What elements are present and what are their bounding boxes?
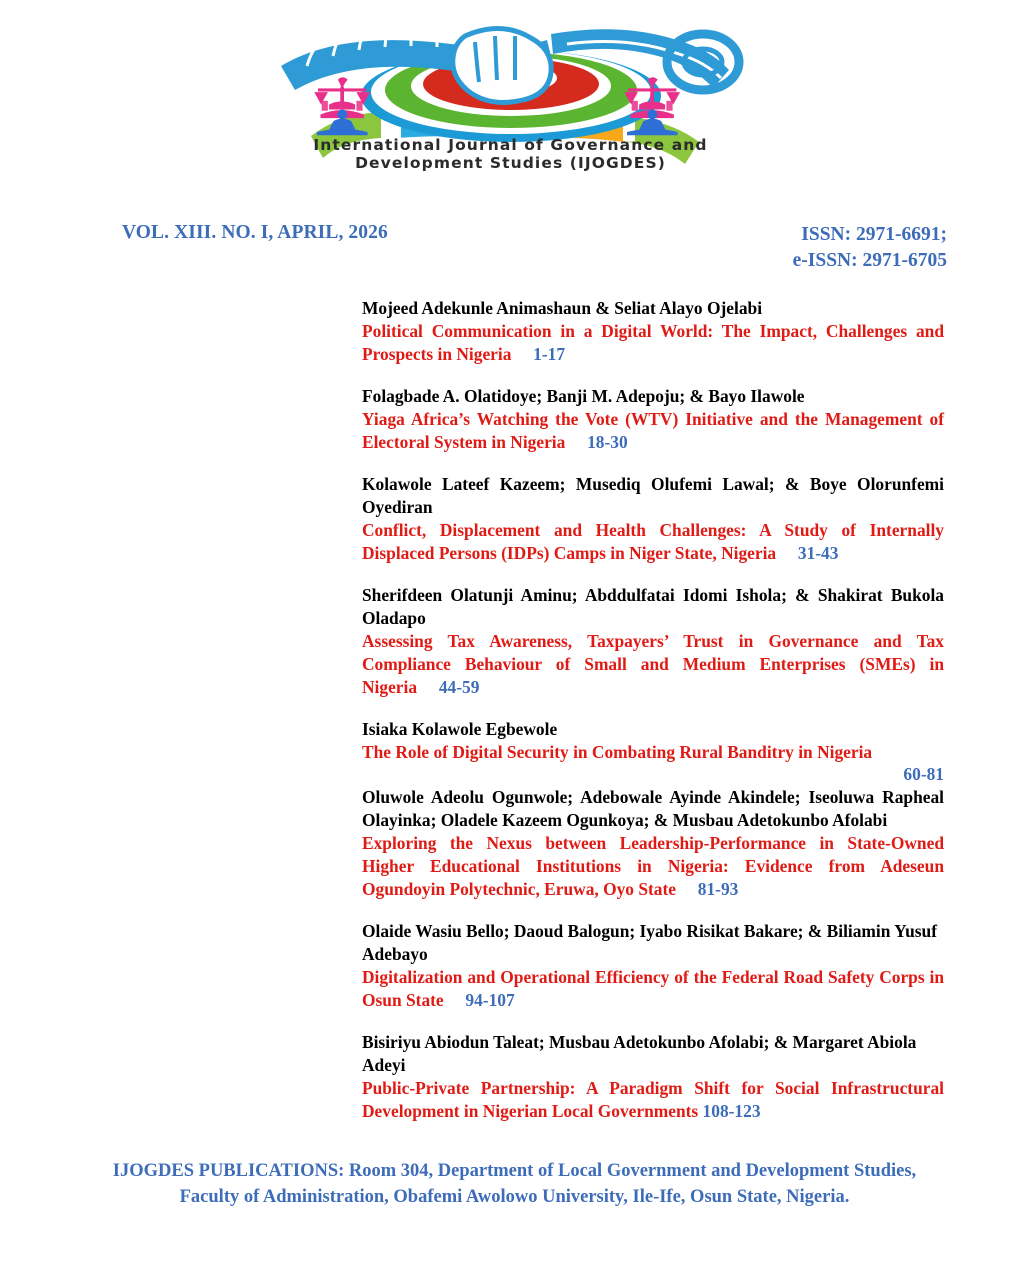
toc-entry[interactable] [362, 385, 944, 454]
footer-line-2: Faculty of Administration, Obafemi Awolowo University, Ile-Ife, Osun State, Nigeria. [179, 1187, 850, 1208]
toc-entry[interactable] [362, 297, 944, 366]
entry-authors: Isiaka Kolawole Egbewole [362, 718, 558, 739]
logo-caption [0, 136, 1021, 173]
entry-pages: 60-81 [903, 764, 944, 785]
entry-pages: 44-59 [438, 676, 480, 697]
entry-authors: Oluwole Adeolu Ogunwole; Adebowale Ayinde Akindele; Iseoluwa Rapheal Olayinka; Oladele Kazeem Ogunkoya; & Musbau Adetokunbo Afolabi [362, 787, 944, 831]
entry-title[interactable] [362, 408, 944, 454]
volume-issue-label: VOL. XIII. NO. I, APRIL, 2026 [122, 222, 388, 243]
toc-entry[interactable] [362, 1031, 944, 1123]
entry-authors: Mojeed Adekunle Animashaun & Seliat Alayo Ojelabi [362, 298, 763, 318]
entry-title[interactable] [362, 741, 944, 764]
publisher-address-footer [78, 1158, 951, 1211]
entry-pages: 31-43 [797, 542, 839, 563]
toc-entry[interactable] [362, 473, 944, 565]
logo-caption-line1: International Journal of Governance and [313, 136, 708, 154]
toc-entry[interactable] [362, 718, 944, 787]
entry-pages: 108-123 [702, 1101, 761, 1122]
entry-title-text: Political Communication in a Digital World: The Impact, Challenges and Prospects in Nigeria [362, 320, 944, 364]
issn-print: ISSN: 2971-6691; [801, 224, 947, 245]
logo-caption-line2: Development Studies (IJOGDES) [355, 154, 666, 173]
entry-title[interactable] [362, 519, 944, 565]
entry-title[interactable] [362, 630, 944, 699]
entry-authors: Bisiriyu Abiodun Taleat; Musbau Adetokunbo Afolabi; & Margaret Abiola Adeyi [362, 1032, 917, 1076]
entry-title-text: Public-Private Partnership: A Paradigm Shift for Social Infrastructural Development in Nigerian Local Governments [362, 1078, 944, 1122]
entry-title-text: Yiaga Africa’s Watching the Vote (WTV) Initiative and the Management of Electoral System in Nigeria [362, 408, 944, 452]
entry-pages: 81-93 [697, 879, 739, 900]
entry-pages: 18-30 [587, 431, 628, 452]
entry-authors: Olaide Wasiu Bello; Daoud Balogun; Iyabo Risikat Bakare; & Biliamin Yusuf Adebayo [362, 921, 937, 965]
issn-electronic: e-ISSN: 2971-6705 [792, 249, 947, 271]
entry-title[interactable] [362, 1077, 944, 1123]
entry-pages: 1-17 [533, 343, 566, 364]
entry-authors: Sherifdeen Olatunji Aminu; Abddulfatai Idomi Ishola; & Shakirat Bukola Oladapo [362, 584, 944, 628]
toc-entry[interactable] [362, 584, 944, 699]
toc-entry[interactable] [362, 786, 944, 901]
table-of-contents [362, 297, 944, 1142]
entry-title[interactable] [362, 966, 944, 1012]
entry-title-text: Assessing Tax Awareness, Taxpayers’ Trust in Governance and Tax Compliance Behaviour of Small and Medium Enterprises (SMEs) in Nigeria [362, 630, 944, 697]
issn-block [793, 222, 947, 274]
entry-title-text: The Role of Digital Security in Combating Rural Banditry in Nigeria [362, 741, 873, 762]
entry-title-text: Conflict, Displacement and Health Challenges: A Study of Internally Displaced Persons (IDPs) Camps in Niger State, Nigeria [362, 519, 944, 563]
toc-entry[interactable] [362, 920, 944, 1012]
masthead [0, 222, 1021, 282]
entry-authors: Kolawole Lateef Kazeem; Musediq Olufemi Lawal; & Boye Olorunfemi Oyediran [362, 473, 944, 517]
entry-pages: 94-107 [465, 990, 515, 1011]
footer-line-1: IJOGDES PUBLICATIONS: Room 304, Department of Local Government and Development Studies, [112, 1161, 917, 1181]
entry-title[interactable] [362, 832, 944, 901]
entry-title-text: Exploring the Nexus between Leadership-Performance in State-Owned Higher Educational Institutions in Nigeria: Evidence from Adeseun Ogundoyin Polytechnic, Eruwa, Oyo State [362, 833, 944, 900]
entry-authors: Folagbade A. Olatidoye; Banji M. Adepoju; & Bayo Ilawole [362, 385, 805, 406]
entry-title-text: Digitalization and Operational Efficiency of the Federal Road Safety Corps in Osun State [362, 967, 944, 1011]
entry-title[interactable] [362, 320, 944, 366]
journal-logo-block [0, 0, 1021, 180]
